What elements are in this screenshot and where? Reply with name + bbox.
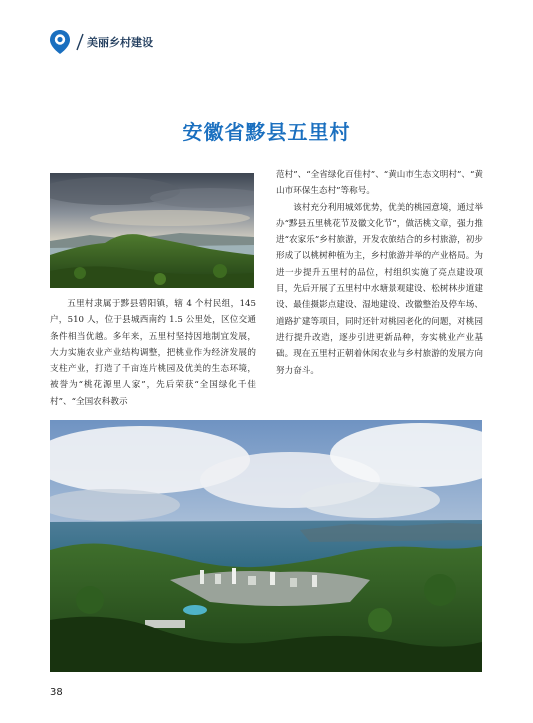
page-number: 38	[50, 687, 63, 698]
mountain-landscape-photo	[50, 173, 254, 288]
coastal-town-panorama-photo	[50, 420, 482, 672]
section-label: 美丽乡村建设	[87, 36, 153, 49]
left-text-column	[50, 296, 256, 410]
section-header	[49, 29, 153, 55]
location-pin-icon	[49, 29, 71, 55]
development-paragraph: 该村充分利用城郊优势，优美的桃园意境，通过举办“黟县五里桃花节及徽文化节”，做活桃文章，强力推进“农家乐”乡村旅游，开发农旅结合的乡村旅游，初步形成了以桃树种植为主，乡村旅游并举的产业格局。为进一步提升五里村的品位，村组织实施了亮点建设项目，先后开展了五里村中水塘景观建设、松树林步道建设、最佳摄影点建设、湿地建设、改徽整治及停车场、道路扩建等项目，同时还针对桃园老化的问题，对桃园进行提升改造，逐步引进更新品种，夯实桃业产业基础。现在五里村正朝着休闲农业与乡村旅游的发展方向努力奋斗。	[276, 202, 483, 376]
right-text-column	[276, 167, 483, 379]
intro-paragraph: 五里村隶属于黟县碧阳镇，辖 4 个村民组，145 户，510 人，位于县城西南约 1.5 公里处，区位交通条件相当优越。多年来，五里村坚持因地制宜发展，大力实施农业产业结构调整，把桃业作为经济发展的支柱产业，打造了千亩连片桃园及优美的生态环境，被誉为“桃花源里人家”，先后荣获“全国绿化千佳村”、“全国农科教示	[50, 299, 256, 407]
continued-paragraph: 范村”、“全省绿化百佳村”、“黄山市生态文明村”、“黄山市环保生态村”等称号。	[276, 170, 483, 197]
article-title: 安徽省黟县五里村	[182, 120, 351, 144]
divider-slash-icon	[75, 33, 85, 51]
